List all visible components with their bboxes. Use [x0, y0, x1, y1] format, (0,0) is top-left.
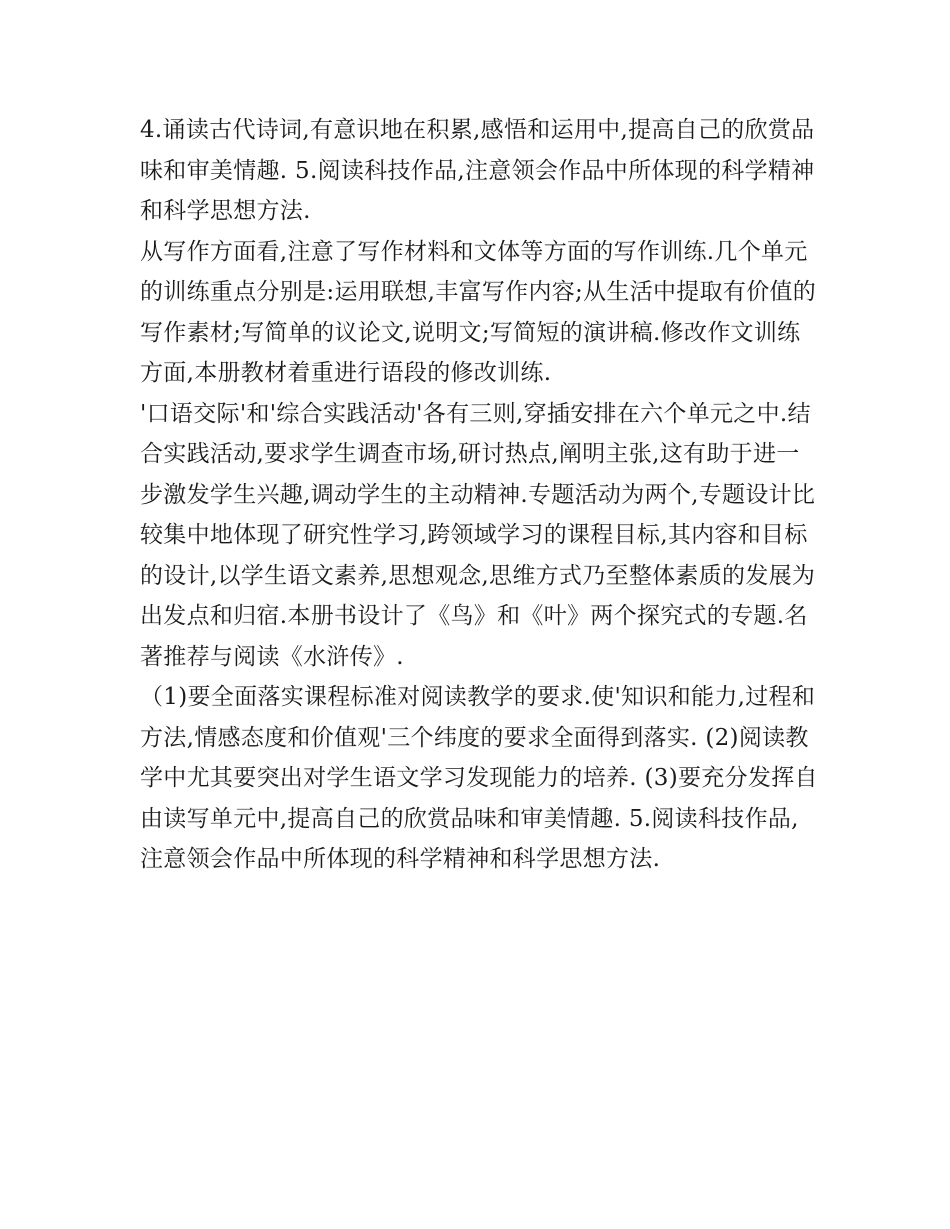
paragraph-oral-practice: '口语交际'和'综合实践活动'各有三则,穿插安排在六个单元之中.结合实践活动,要求学生调查市场,研讨热点,阐明主张,这有助于进一步激发学生兴趣,调动学生的主动精神.专题活动为两个,专题设计比较集中地体现了研究性学习,跨领域学习的课程目标,其内容和目标的设计,以学生语文素养,思想观念,思维方式乃至整体素质的发展为出发点和归宿.本册书设计了《鸟》和《叶》两个探究式的专题.名著推荐与阅读《水浒传》. [140, 400, 816, 670]
paragraph-reading-goals: 4.诵读古代诗词,有意识地在积累,感悟和运用中,提高自己的欣赏品味和审美情趣. 5.阅读科技作品,注意领会作品中所体现的科学精神和科学思想方法. [140, 117, 815, 224]
paragraph-teaching-requirements: （1)要全面落实课程标准对阅读教学的要求.使'知识和能力,过程和方法,情感态度和价值观'三个纬度的要求全面得到落实. (2)阅读教学中尤其要突出对学生语文学习发现能力的培养. (3)要充分发挥自由读写单元中,提高自己的欣赏品味和审美情趣. 5.阅读科技作品,注意领会作品中所体现的科学精神和科学思想方法. [140, 684, 818, 872]
document-body [140, 110, 820, 880]
paragraph-writing: 从写作方面看,注意了写作材料和文体等方面的写作训练.几个单元的训练重点分别是:运用联想,丰富写作内容;从生活中提取有价值的写作素材;写简单的议论文,说明文;写简短的演讲稿.修改作文训练方面,本册教材着重进行语段的修改训练. [140, 238, 817, 386]
